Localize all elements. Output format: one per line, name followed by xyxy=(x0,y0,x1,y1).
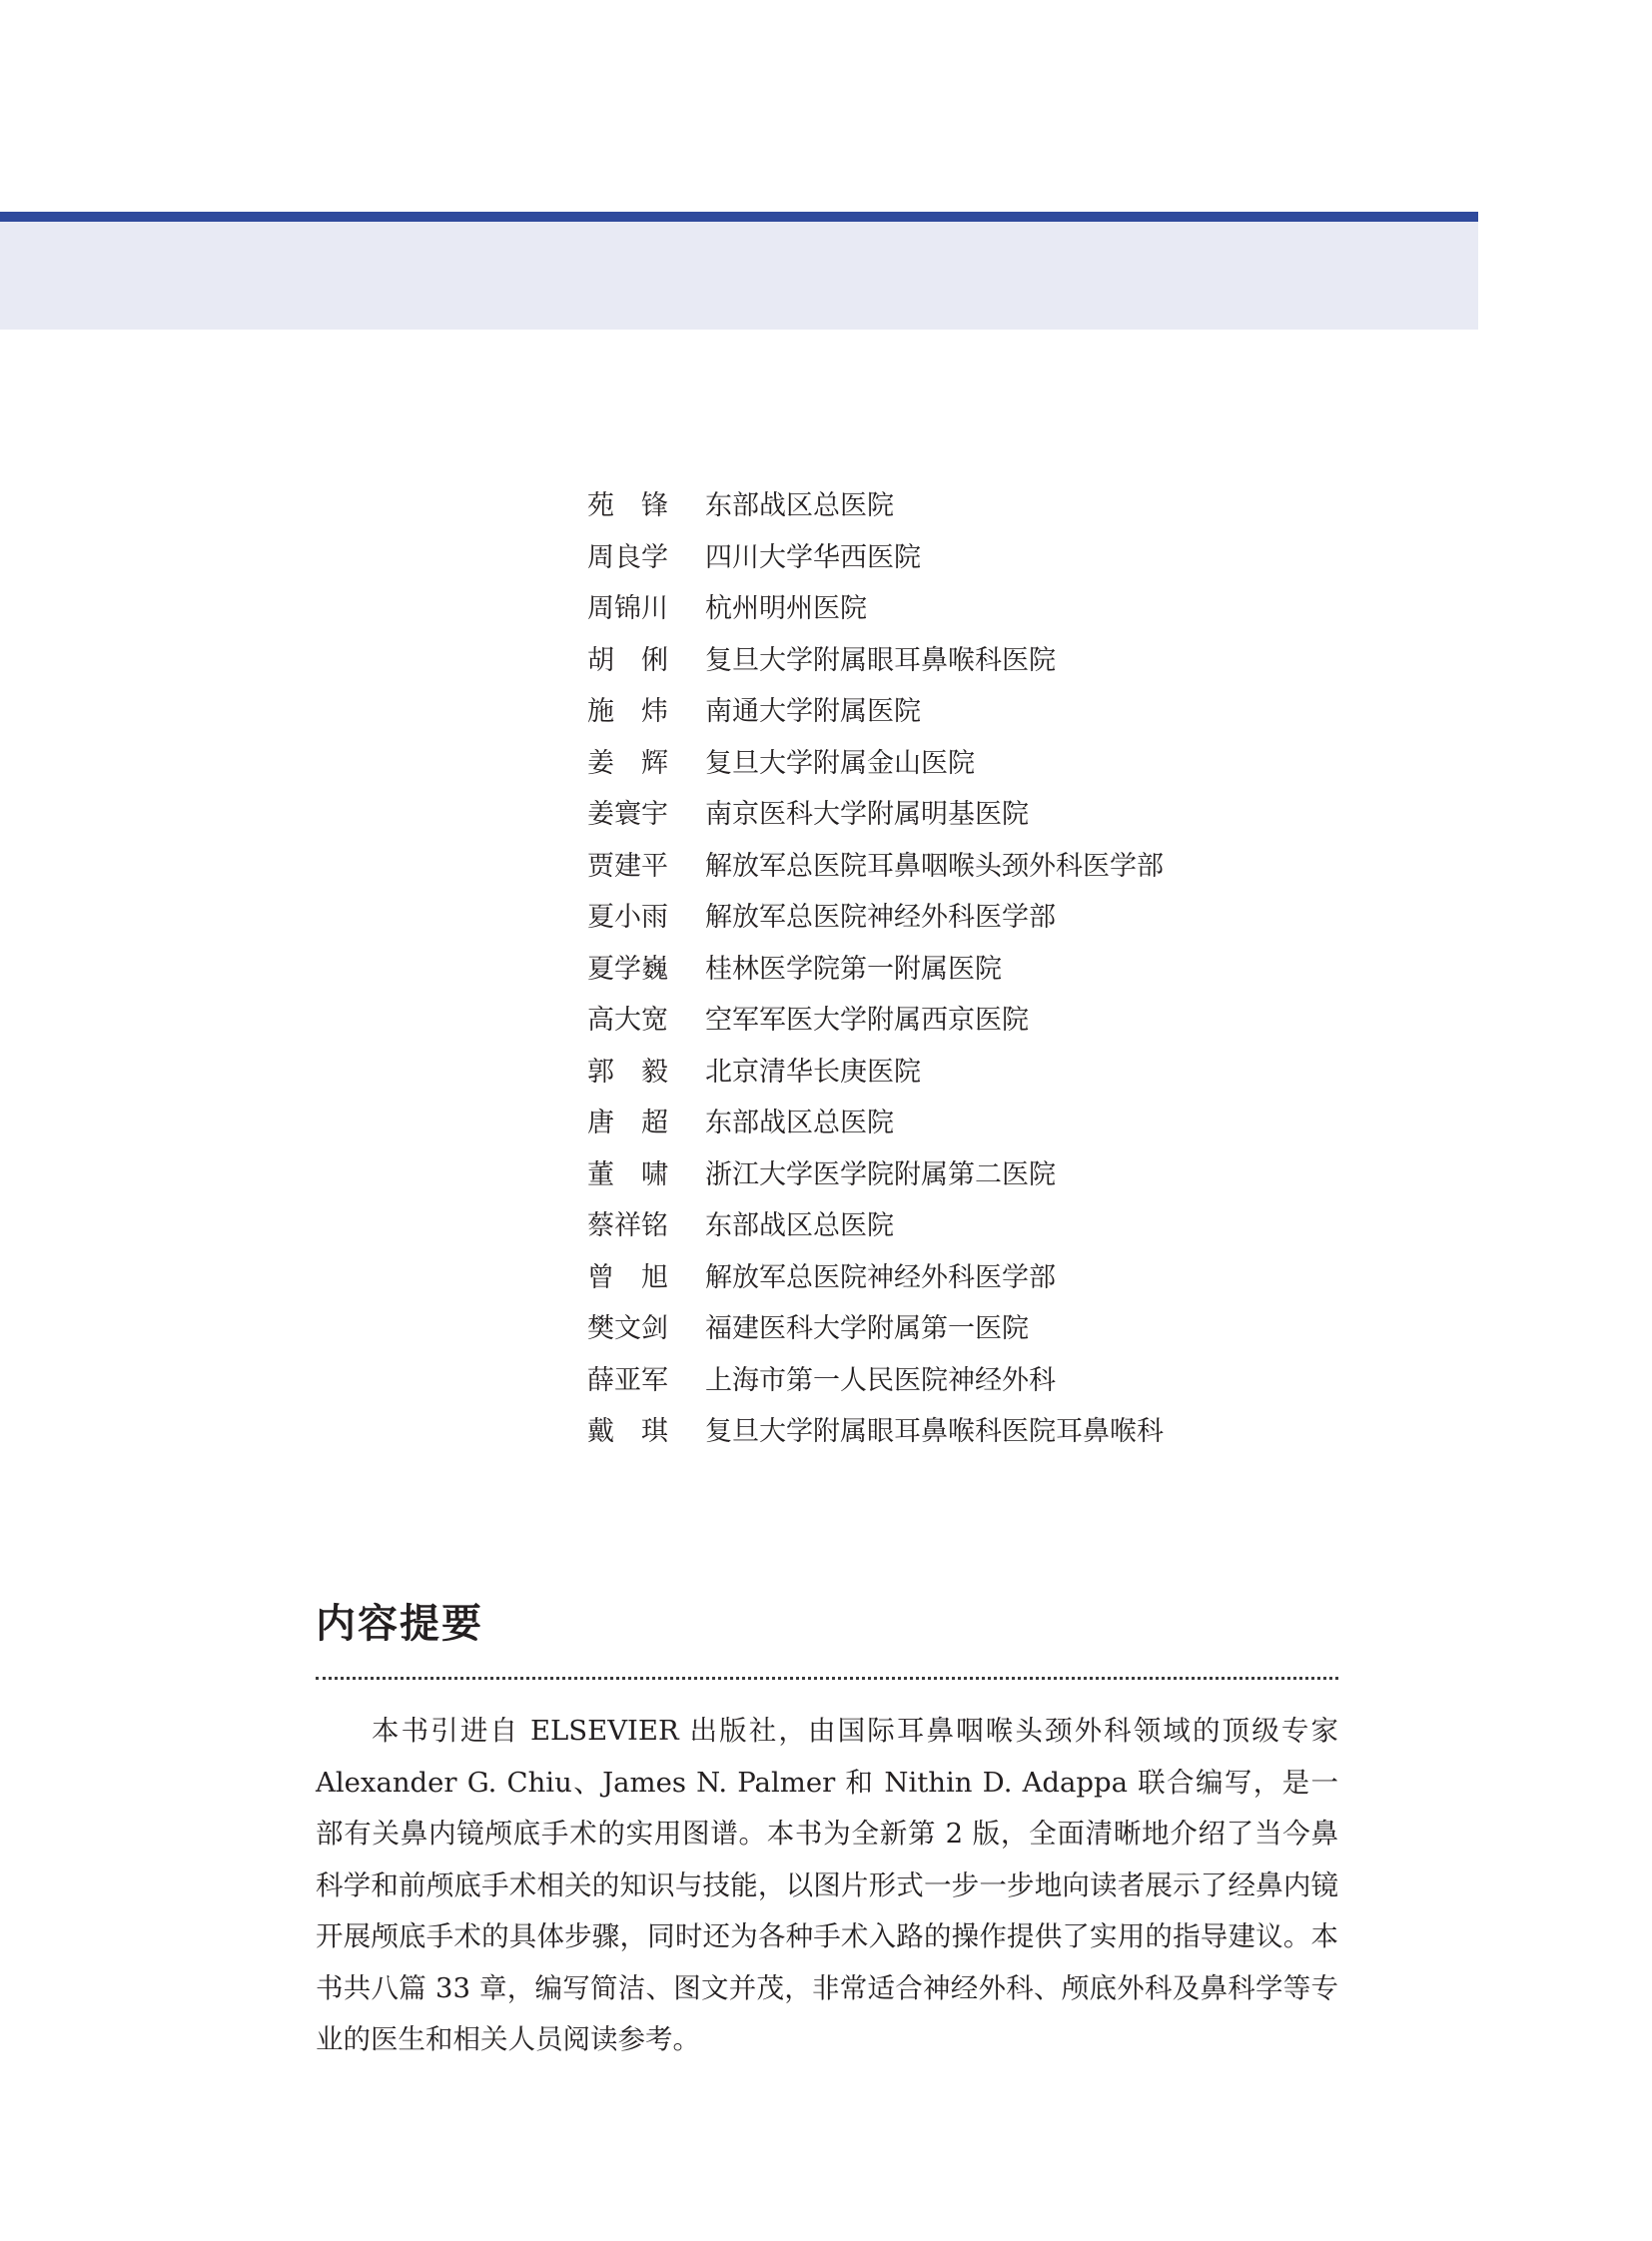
contributor-affiliation: 解放军总医院神经外科医学部 xyxy=(705,1261,1056,1293)
contributor-name: 薛亚军 xyxy=(587,1364,668,1396)
contributor-row xyxy=(587,1352,1346,1404)
contributor-affiliation: 解放军总医院神经外科医学部 xyxy=(705,902,1056,934)
contributor-affiliation: 复旦大学附属眼耳鼻喉科医院耳鼻喉科 xyxy=(705,1416,1164,1448)
contributor-row xyxy=(587,735,1346,787)
contributor-affiliation: 福建医科大学附属第一医院 xyxy=(705,1313,1029,1345)
contributor-affiliation: 东部战区总医院 xyxy=(705,490,894,522)
contributor-name: 姜辉 xyxy=(587,747,695,779)
contributor-name: 曾旭 xyxy=(587,1261,695,1293)
contributor-row xyxy=(587,683,1346,735)
contributor-name: 周锦川 xyxy=(587,593,668,625)
contributor-affiliation: 复旦大学附属眼耳鼻喉科医院 xyxy=(705,644,1056,676)
contributor-row xyxy=(587,889,1346,941)
contributor-affiliation: 桂林医学院第一附属医院 xyxy=(705,953,1002,985)
contributor-affiliation: 上海市第一人民医院神经外科 xyxy=(705,1364,1056,1396)
contributor-name: 姜寰宇 xyxy=(587,799,668,831)
contributor-row xyxy=(587,786,1346,838)
contributor-name: 郭毅 xyxy=(587,1056,695,1088)
contributor-row xyxy=(587,941,1346,993)
contributor-affiliation: 东部战区总医院 xyxy=(705,1108,894,1139)
header-rule xyxy=(0,212,1478,222)
contributor-name: 苑锋 xyxy=(587,490,695,522)
contributor-affiliation: 浙江大学医学院附属第二医院 xyxy=(705,1158,1056,1190)
contributor-name: 戴琪 xyxy=(587,1416,695,1448)
contributor-row xyxy=(587,632,1346,684)
contributor-affiliation: 东部战区总医院 xyxy=(705,1210,894,1242)
contributor-row xyxy=(587,1095,1346,1146)
contributor-row xyxy=(587,529,1346,581)
contributor-affiliation: 空军军医大学附属西京医院 xyxy=(705,1005,1029,1037)
contributor-name: 蔡祥铭 xyxy=(587,1210,668,1242)
contributor-row xyxy=(587,1300,1346,1352)
contributor-row xyxy=(587,1146,1346,1198)
contributor-name: 施炜 xyxy=(587,696,695,728)
contributor-name: 樊文剑 xyxy=(587,1313,668,1345)
contributor-name: 胡俐 xyxy=(587,644,695,676)
contributor-affiliation: 北京清华长庚医院 xyxy=(705,1056,921,1088)
contributor-row xyxy=(587,580,1346,632)
contributor-row xyxy=(587,477,1346,529)
contributor-name: 夏学巍 xyxy=(587,953,668,985)
contributor-name: 周良学 xyxy=(587,541,668,573)
contributor-row xyxy=(587,1249,1346,1301)
dotted-divider xyxy=(316,1677,1338,1680)
contributor-row xyxy=(587,1403,1346,1455)
contributor-list xyxy=(587,477,1346,1455)
contributor-name: 高大宽 xyxy=(587,1005,668,1037)
contributor-name: 贾建平 xyxy=(587,850,668,882)
contributor-row xyxy=(587,1197,1346,1249)
contributor-name: 夏小雨 xyxy=(587,902,668,934)
contributor-affiliation: 杭州明州医院 xyxy=(705,593,867,625)
contributor-affiliation: 南京医科大学附属明基医院 xyxy=(705,799,1029,831)
contributor-affiliation: 复旦大学附属金山医院 xyxy=(705,747,975,779)
contributor-affiliation: 四川大学华西医院 xyxy=(705,541,921,573)
contributor-row xyxy=(587,1044,1346,1096)
contributor-affiliation: 解放军总医院耳鼻咽喉头颈外科医学部 xyxy=(705,850,1164,882)
contributor-affiliation: 南通大学附属医院 xyxy=(705,696,921,728)
contributor-name: 董啸 xyxy=(587,1158,695,1190)
contributor-row xyxy=(587,838,1346,890)
header-band xyxy=(0,222,1478,330)
contributor-row xyxy=(587,992,1346,1044)
summary-body: 本书引进自 ELSEVIER 出版社，由国际耳鼻咽喉头颈外科领域的顶级专家 Alexander G. Chiu、James N. Palmer 和 Nithin D. Adappa 联合编写，是一部有关鼻内镜颅底手术的实用图谱。本书为全新第 2 版，全面清晰地介绍了当今鼻科学和前颅底手术相关的知识与技能，以图片形式一步一步地向读者展示了经鼻内镜开展颅底手术的具体步骤，同时还为各种手术入路的操作提供了实用的指导建议。本书共八篇 33 章，编写简洁、图文并茂，非常适合神经外科、颅底外科及鼻科学等专业的医生和相关人员阅读参考。 xyxy=(316,1715,1338,2055)
summary-heading: 内容提要 xyxy=(316,1600,483,1647)
contributor-name: 唐超 xyxy=(587,1108,695,1139)
